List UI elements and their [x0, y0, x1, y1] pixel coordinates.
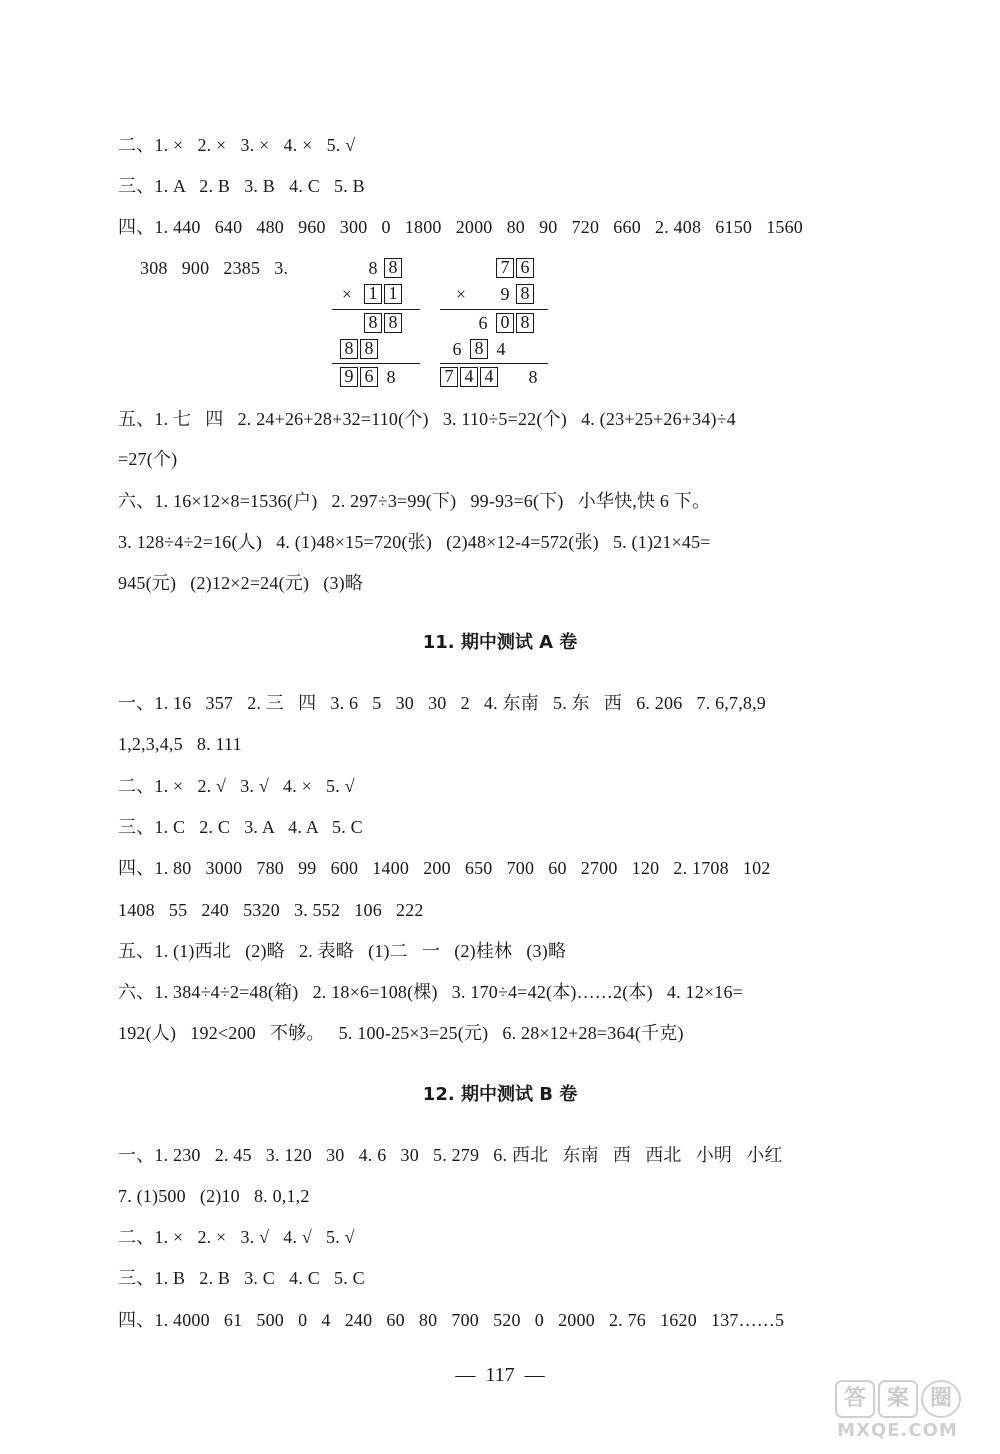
filled-digit-box: 8 [384, 313, 402, 333]
answer-line: 三、1. A 2. B 3. B 4. C 5. B [118, 176, 365, 196]
multiply-sign: × [341, 284, 353, 304]
answer-line: 六、1. 384÷4÷2=48(箱) 2. 18×6=108(棵) 3. 170÷4=42(本)……2(本) 4. 12×16= [118, 982, 743, 1002]
answer-line: 1,2,3,4,5 8. 111 [118, 734, 242, 754]
answer-line: 一、1. 230 2. 45 3. 120 30 4. 6 30 5. 279 6. 西北 东南 西 西北 小明 小红 [118, 1145, 783, 1165]
filled-digit-box: 7 [496, 258, 514, 278]
answer-line: 四、1. 80 3000 780 99 600 1400 200 650 700 60 2700 120 2. 1708 102 [118, 858, 771, 878]
filled-digit-box: 8 [360, 339, 378, 359]
watermark-logo [805, 1380, 990, 1448]
filled-digit-box: 0 [496, 313, 514, 333]
section-title: 12. 期中测试 B 卷 [422, 1084, 578, 1105]
digit: 6 [478, 313, 488, 333]
watermark-char: 答 [835, 1380, 875, 1418]
filled-digit-box: 6 [516, 258, 534, 278]
filled-digit-box: 4 [480, 367, 498, 387]
filled-digit-box: 8 [516, 284, 534, 304]
watermark-char: 圈 [921, 1380, 961, 1418]
answer-line: 192(人) 192<200 不够。 5. 100-25×3=25(元) 6. 28×12+28=364(千克) [118, 1023, 684, 1043]
filled-digit-box: 8 [340, 339, 358, 359]
answer-line: 308 900 2385 3. [140, 258, 289, 278]
watermark-url: MXQE.COM [837, 1420, 958, 1441]
digit: 8 [528, 367, 538, 387]
answer-line: 三、1. B 2. B 3. C 4. C 5. C [118, 1268, 365, 1288]
digit [344, 258, 362, 278]
filled-digit-box: 6 [360, 367, 378, 387]
watermark-char: 案 [878, 1380, 918, 1418]
answer-line: =27(个) [118, 449, 178, 469]
multiply-sign: × [455, 284, 467, 304]
answer-line: 945(元) (2)12×2=24(元) (3)略 [118, 573, 364, 593]
section-title: 11. 期中测试 A 卷 [422, 632, 578, 653]
digit: 4 [496, 339, 506, 359]
filled-digit-box: 1 [364, 284, 382, 304]
calc-rule [440, 363, 548, 364]
digit: 8 [386, 367, 396, 387]
answer-line: 五、1. 七 四 2. 24+26+28+32=110(个) 3. 110÷5=22(个) 4. (23+25+26+34)÷4 [118, 409, 736, 429]
filled-digit-box: 1 [384, 284, 402, 304]
digit: 9 [500, 284, 510, 304]
filled-digit-box: 9 [340, 367, 358, 387]
answer-line: 四、1. 440 640 480 960 300 0 1800 2000 80 90 720 660 2. 408 6150 1560 [118, 217, 803, 237]
vertical-multiplication-2 [438, 256, 568, 388]
answer-line: 四、1. 4000 61 500 0 4 240 60 80 700 520 0 2000 2. 76 1620 137……5 [118, 1310, 785, 1330]
filled-digit-box: 7 [440, 367, 458, 387]
answer-line: 二、1. × 2. √ 3. √ 4. × 5. √ [118, 776, 355, 796]
answer-line: 六、1. 16×12×8=1536(户) 2. 297÷3=99(下) 99-93=6(下) 小华快,快 6 下。 [118, 491, 711, 511]
answer-line: 五、1. (1)西北 (2)略 2. 表略 (1)二 一 (2)桂林 (3)略 [118, 941, 567, 961]
calc-rule [332, 363, 420, 364]
answer-line: 7. (1)500 (2)10 8. 0,1,2 [118, 1186, 310, 1206]
answer-line: 三、1. C 2. C 3. A 4. A 5. C [118, 817, 363, 837]
calc-rule [440, 309, 548, 310]
filled-digit-box: 8 [364, 313, 382, 333]
filled-digit-box: 4 [460, 367, 478, 387]
filled-digit-box: 8 [384, 258, 402, 278]
filled-digit-box: 8 [516, 313, 534, 333]
answer-line: 1408 55 240 5320 3. 552 106 222 [118, 900, 424, 920]
answer-line: 3. 128÷4÷2=16(人) 4. (1)48×15=720(张) (2)48×12-4=572(张) 5. (1)21×45= [118, 532, 711, 552]
digit: 8 [368, 258, 378, 278]
answer-line: 二、1. × 2. × 3. × 4. × 5. √ [118, 135, 356, 155]
page-number: — 117 — [455, 1364, 545, 1386]
answer-line: 一、1. 16 357 2. 三 四 3. 6 5 30 30 2 4. 东南 5. 东 西 6. 206 7. 6,7,8,9 [118, 693, 766, 713]
digit: 6 [452, 339, 462, 359]
filled-digit-box: 8 [470, 339, 488, 359]
calc-rule [332, 309, 420, 310]
answer-line: 二、1. × 2. × 3. √ 4. √ 5. √ [118, 1227, 355, 1247]
